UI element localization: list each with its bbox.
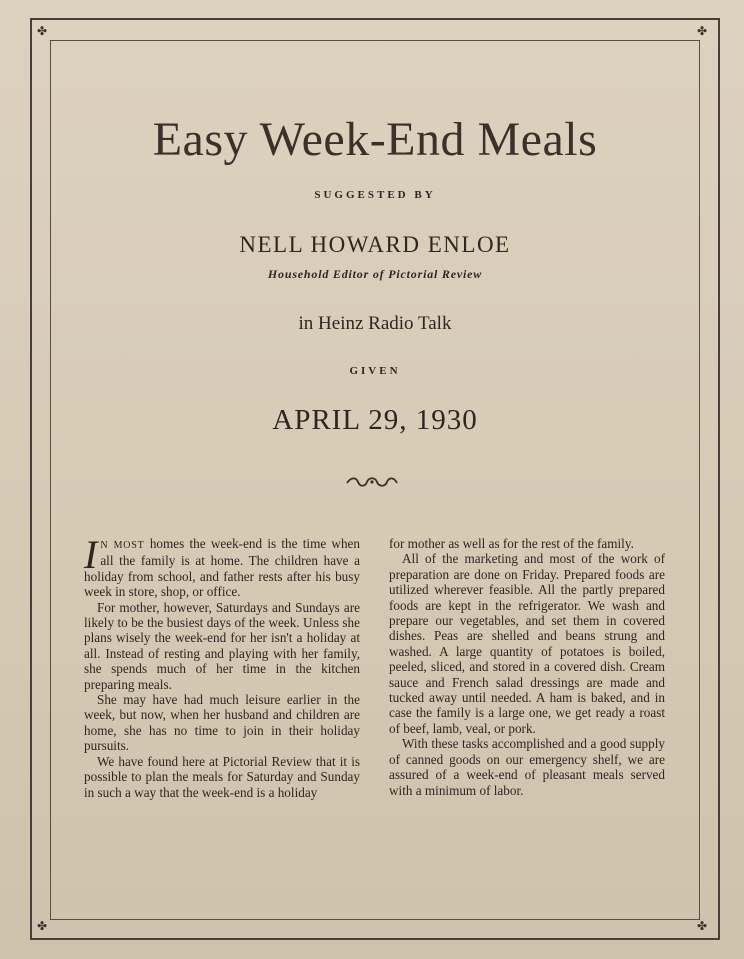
paragraph: for mother as well as for the rest of the family. <box>389 536 634 551</box>
corner-ornament-icon: ✤ <box>36 24 48 38</box>
paragraph: With these tasks accomplished and a good supply of canned goods on our emergency shelf, we are assured of a week-end of pleasant meals served with a minimum of labor. <box>389 736 665 798</box>
radio-talk-line: in Heinz Radio Talk <box>298 313 452 334</box>
given-label: GIVEN <box>349 365 401 377</box>
corner-ornament-icon: ✤ <box>36 919 48 933</box>
text-column-left <box>84 532 360 800</box>
corner-ornament-icon: ✤ <box>696 24 708 38</box>
lead-in-smallcaps: N MOST <box>100 540 145 551</box>
author-title: Household Editor of Pictorial Review <box>267 267 483 281</box>
corner-ornament-icon: ✤ <box>696 919 708 933</box>
suggested-by-label: SUGGESTED BY <box>314 189 436 201</box>
paragraph-text: homes the week-end is the time when all the family is at home. The children have a holiday from school, and father rests after his busy week in store, shop, or office. <box>84 536 360 600</box>
text-column-right <box>389 536 665 798</box>
drop-cap: I <box>84 532 98 577</box>
paragraph: All of the marketing and most of the work of preparation are done on Friday. Prepared foods are utilized wherever feasible. All the partly prepared foods are kept in the refrigerator. We wash and prepare our vegetables, and set them in covered dishes. Peas are shelled and beans strung and washed. A large quantity of potatoes is boiled, peeled, sliced, and stored in a covered dish. Cream sauce and French salad dressings are made and tucked away until needed. A ham is baked, and in case the family is a large one, we get ready a roast of beef, lamb, veal, or pork. <box>389 551 665 736</box>
paragraph: For mother, however, Saturdays and Sundays are likely to be the busiest days of the week. Unless she plans wisely the week-end for her isn't a holiday at all. Instead of resting and playing with her family, she spends much of her time in the kitchen preparing meals. <box>84 599 360 692</box>
talk-date: APRIL 29, 1930 <box>272 404 478 436</box>
author-name: NELL HOWARD ENLOE <box>239 232 511 257</box>
paragraph: She may have had much leisure earlier in the week, but now, when her husband and children are home, she has no time to join in their holiday pursuits. <box>84 692 360 754</box>
flourish-ornament-icon <box>345 474 399 490</box>
paragraph: We have found here at Pictorial Review that it is possible to plan the meals for Saturday and Sunday in such a way that the week-end is a holiday <box>84 753 360 800</box>
paragraph <box>84 532 360 600</box>
page-title: Easy Week-End Meals <box>152 113 598 166</box>
